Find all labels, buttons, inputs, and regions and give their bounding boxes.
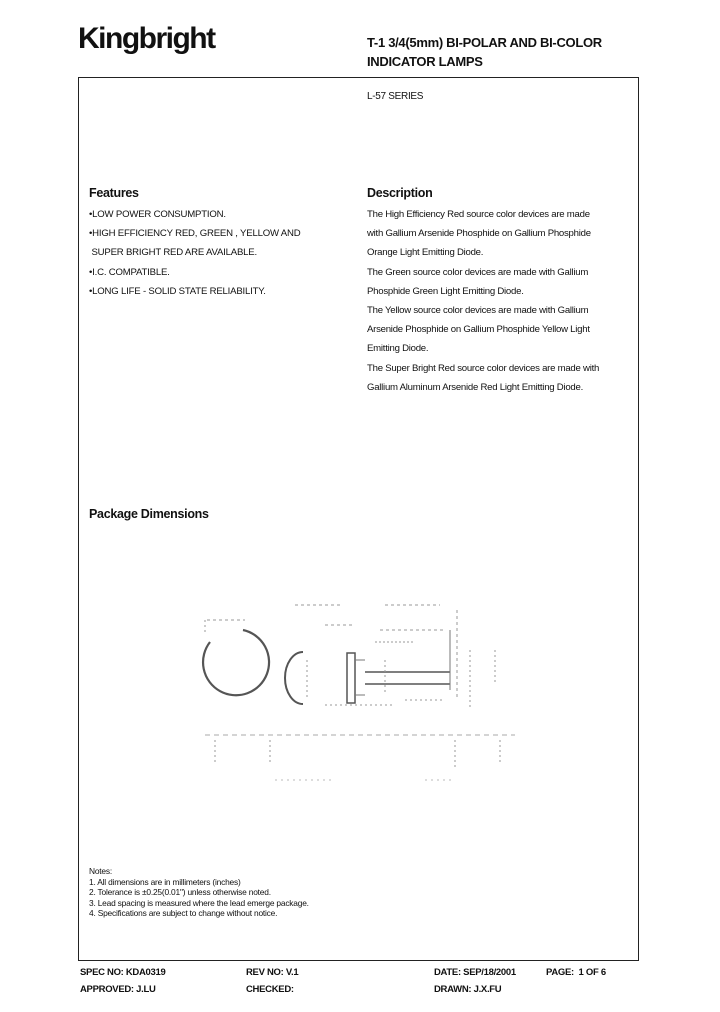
note-item: 3. Lead spacing is measured where the lead emerge package. [89,897,309,908]
description-heading: Description [367,186,433,200]
note-item: 2. Tolerance is ±0.25(0.01") unless otherwise noted. [89,887,271,898]
description-line: Emitting Diode. [367,343,429,355]
description-line: Phosphide Green Light Emitting Diode. [367,285,524,297]
description-line: with Gallium Arsenide Phosphide on Gallium Phosphide [367,228,591,240]
note-item: 4. Specifications are subject to change without notice. [89,908,278,919]
package-dimensions-drawing [195,590,535,800]
package-dimensions-heading: Package Dimensions [89,507,209,521]
features-list [89,205,300,301]
feature-item: •I.C. COMPATIBLE. [89,266,170,278]
description-line: The Super Bright Red source color devices are made with [367,362,600,374]
series-label: L-57 SERIES [367,91,424,102]
notes-section [89,866,309,919]
features-heading: Features [89,186,139,200]
revision-number: REV NO: V.1 [246,967,299,978]
notes-title: Notes: [89,866,113,876]
checked-by: CHECKED: [246,984,294,995]
description-line: Orange Light Emitting Diode. [367,247,484,259]
brand-logo: Kingbright [78,22,215,55]
description-text [367,205,599,397]
description-line: The Green source color devices are made with Gallium [367,266,589,278]
description-line: Arsenide Phosphide on Gallium Phosphide Yellow Light [367,324,590,336]
feature-item: •LOW POWER CONSUMPTION. [89,209,226,220]
approved-by: APPROVED: J.LU [80,984,156,995]
feature-item: •LONG LIFE - SOLID STATE RELIABILITY. [89,285,266,297]
description-line: The Yellow source color devices are made with Gallium [367,304,589,316]
document-date: DATE: SEP/18/2001 [434,967,516,978]
description-line: The High Efficiency Red source color devices are made [367,209,590,220]
description-line: Gallium Aluminum Arsenide Red Light Emitting Diode. [367,381,584,393]
drawn-by: DRAWN: J.X.FU [434,984,502,995]
spec-number: SPEC NO: KDA0319 [80,967,166,978]
note-item: 1. All dimensions are in millimeters (inches) [89,876,241,887]
document-title-line-2: INDICATOR LAMPS [367,54,483,69]
page-number: PAGE: 1 OF 6 [546,967,606,978]
feature-item: •HIGH EFFICIENCY RED, GREEN , YELLOW AND [89,228,301,240]
document-title-line-1: T-1 3/4(5mm) BI-POLAR AND BI-COLOR [367,35,602,50]
feature-item: SUPER BRIGHT RED ARE AVAILABLE. [89,247,257,259]
